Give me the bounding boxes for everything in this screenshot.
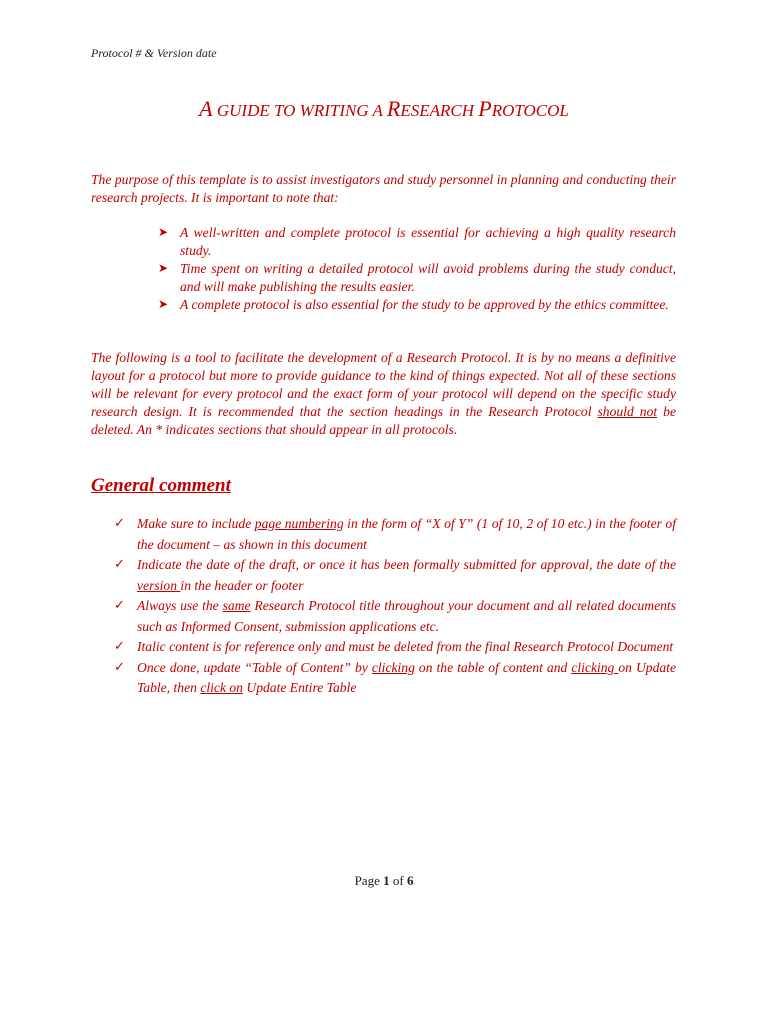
title-part-3: ROTOCOL: [491, 101, 569, 120]
checkmark-icon: ✓: [114, 659, 125, 675]
footer-page-word: Page: [354, 873, 384, 888]
title-cap-r: R: [386, 96, 401, 121]
bullet-text: A well-written and complete protocol is essential for achieving a high quality research study.: [180, 225, 676, 258]
title-cap-a: A: [199, 96, 213, 121]
list-item: [114, 596, 676, 637]
list-item: [158, 260, 676, 295]
check-text: in the form of “X of Y” (1 of 10, 2 of 10 etc.) in the footer of the document – as shown in this document: [137, 516, 676, 552]
should-not-emphasis: should not: [597, 404, 658, 419]
check-underlined: same: [222, 598, 251, 613]
check-text: on Update Table, then: [137, 659, 676, 695]
page-header: Protocol # & Version date: [91, 46, 217, 60]
check-text: on the table of content and: [414, 659, 572, 675]
arrow-bullet-icon: ➤: [158, 225, 169, 239]
guidance-paragraph: [91, 349, 676, 439]
list-item: [114, 658, 676, 699]
check-text: Italic content is for reference only and must be deleted from the final Research Protocol Document: [137, 639, 674, 654]
arrow-bullet-icon: ➤: [158, 297, 169, 311]
footer-of-word: of: [389, 873, 407, 888]
check-text: Once done, update “Table of Content” by: [137, 659, 372, 675]
bullet-text: A complete protocol is also essential for the study to be approved by the ethics committee.: [180, 297, 669, 312]
check-underlined: version: [137, 577, 181, 593]
checkmark-icon: ✓: [114, 598, 125, 613]
document-title: [0, 96, 768, 122]
list-item: [114, 637, 676, 658]
general-comment-checklist: [114, 514, 676, 699]
list-item: [158, 224, 676, 259]
check-underlined: click on: [200, 680, 243, 695]
check-text: Update Entire Table: [242, 680, 357, 695]
check-text: Research Protocol title throughout your document and all related documents such as Informed Consent, submission applications etc.: [137, 598, 677, 634]
list-item: [158, 296, 676, 314]
guidance-text-2: be deleted. An * indicates sections that should appear in all protocols.: [91, 404, 677, 437]
section-heading-general-comment: General comment: [91, 475, 231, 496]
list-item: [114, 555, 676, 596]
check-text: Indicate the date of the draft, or once it has been formally submitted for approval, the date of the: [137, 557, 676, 572]
bullet-text: Time spent on writing a detailed protocol will avoid problems during the study conduct, and will make publishing the results easier.: [180, 261, 676, 294]
title-part-2: ESEARCH: [400, 101, 479, 120]
title-cap-p: P: [478, 96, 492, 121]
check-underlined: page numbering: [254, 516, 344, 531]
arrow-bullet-icon: ➤: [158, 261, 169, 275]
checkmark-icon: ✓: [114, 516, 125, 531]
check-text: in the header or footer: [180, 577, 304, 593]
intro-paragraph: The purpose of this template is to assist investigators and study personnel in planning and conducting their research projects. It is important to note that:: [91, 172, 676, 205]
checkmark-icon: ✓: [114, 557, 125, 572]
footer-current-page: 1: [383, 873, 390, 888]
check-underlined: clicking: [371, 659, 415, 675]
page-footer: [0, 873, 768, 889]
check-text: Make sure to include: [137, 516, 255, 531]
guidance-text-1: The following is a tool to facilitate the development of a Research Protocol. It is by no means a definitive layout for a protocol but more to provide guidance to the kind of things expected. Not all of these sections will be relevant for every protocol and the exact form of your protocol will depend on the specific study research design. It is recommended that the section headings in the Research Protocol: [91, 350, 676, 419]
check-text: Always use the: [137, 598, 223, 613]
list-item: [114, 514, 676, 555]
title-part-1: GUIDE TO WRITING A: [212, 101, 387, 120]
checkmark-icon: ✓: [114, 639, 125, 654]
footer-total-pages: 6: [406, 873, 414, 888]
intro-bullet-list: [158, 224, 676, 315]
check-underlined: clicking: [571, 659, 619, 675]
